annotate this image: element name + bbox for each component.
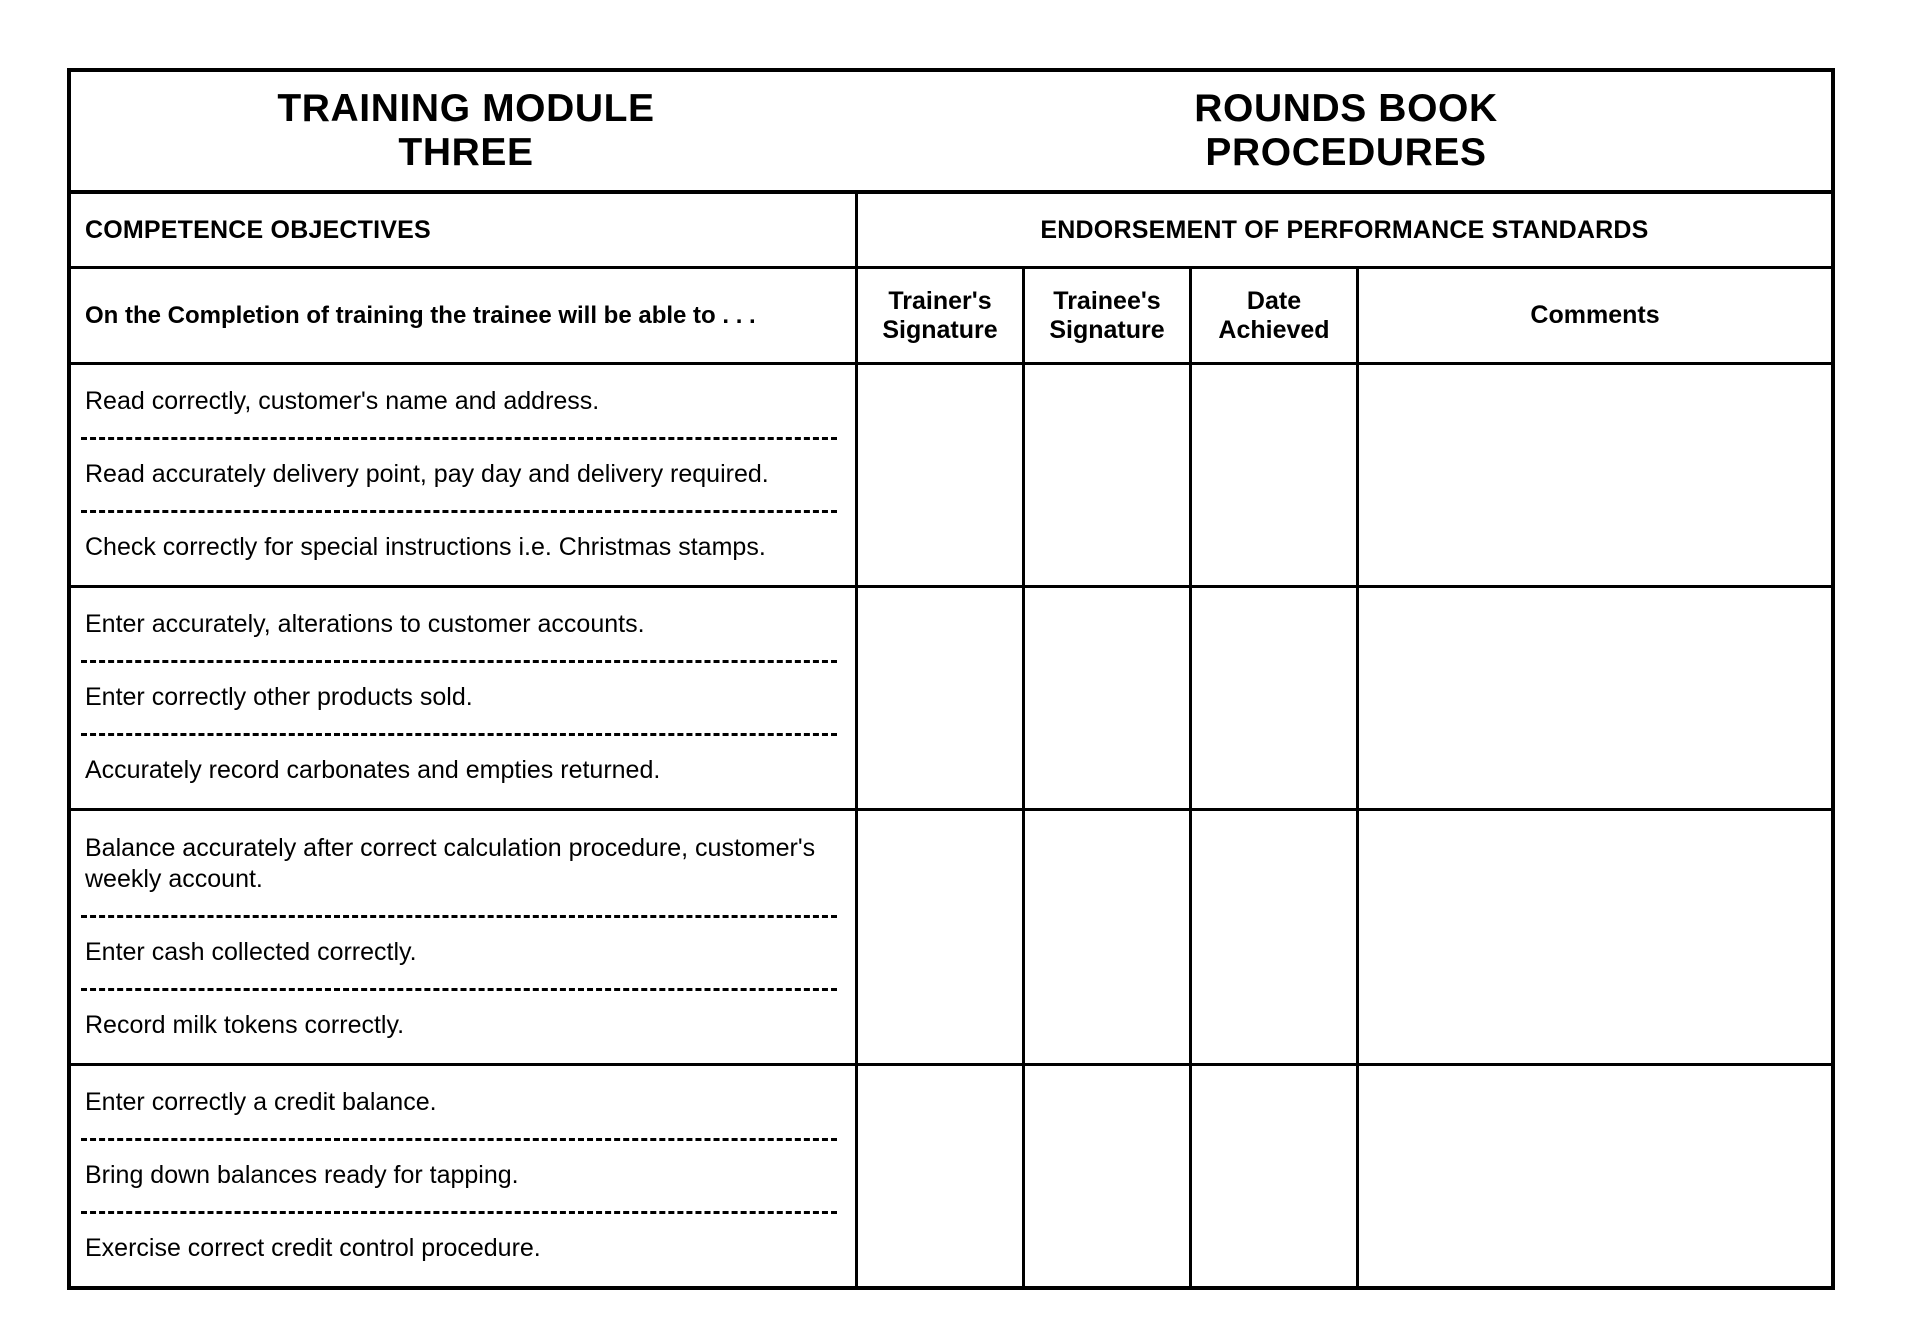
- training-record-table: [67, 68, 1835, 1290]
- endorsement-cells: [858, 1066, 1831, 1286]
- date-achieved-cell[interactable]: [1192, 365, 1359, 585]
- column-header-trainee-signature-line-1: Trainee's: [1053, 286, 1161, 315]
- column-header-date-achieved-line-2: Achieved: [1218, 315, 1330, 344]
- objective-row: [71, 1072, 855, 1134]
- module-title-line-1: TRAINING MODULE: [277, 87, 655, 131]
- date-achieved-cell[interactable]: [1192, 588, 1359, 808]
- column-header-trainer-signature: [858, 269, 1025, 362]
- subject-title-line-2: PROCEDURES: [1205, 131, 1487, 174]
- competence-objectives-header: [71, 194, 858, 266]
- objective-divider: [81, 733, 837, 736]
- objective-list: [71, 811, 858, 1063]
- column-header-trainer-signature-line-2: Signature: [882, 315, 998, 344]
- objective-divider: [81, 437, 837, 440]
- subject-title-line-1: ROUNDS BOOK: [1194, 87, 1498, 131]
- objective-divider: [81, 1138, 837, 1141]
- trainer-signature-cell[interactable]: [858, 811, 1025, 1063]
- endorsement-cells: [858, 588, 1831, 808]
- endorsement-label: ENDORSEMENT OF PERFORMANCE STANDARDS: [1040, 215, 1649, 244]
- objectives-column-header: [71, 269, 858, 362]
- comments-cell[interactable]: [1359, 588, 1831, 808]
- objective-divider: [81, 660, 837, 663]
- module-title: [71, 72, 861, 190]
- column-header-trainee-signature: [1025, 269, 1192, 362]
- comments-cell[interactable]: [1359, 811, 1831, 1063]
- column-header-date-achieved-line-1: Date: [1246, 286, 1302, 315]
- trainee-signature-cell[interactable]: [1025, 811, 1192, 1063]
- objective-text: Accurately record carbonates and empties returned.: [85, 756, 661, 785]
- trainee-signature-cell[interactable]: [1025, 365, 1192, 585]
- column-header-comments: [1359, 269, 1831, 362]
- objective-row: [71, 817, 855, 911]
- objective-text: Enter correctly other products sold.: [85, 683, 473, 712]
- objective-text: Read correctly, customer's name and address.: [85, 387, 600, 416]
- column-header-band: [71, 269, 1831, 365]
- trainer-signature-cell[interactable]: [858, 1066, 1025, 1286]
- objective-row: [71, 1218, 855, 1280]
- objective-text: Bring down balances ready for tapping.: [85, 1161, 519, 1190]
- trainee-signature-cell[interactable]: [1025, 588, 1192, 808]
- subject-title: [861, 72, 1831, 190]
- objective-row: [71, 667, 855, 729]
- endorsement-cells: [858, 811, 1831, 1063]
- section-header-band: [71, 194, 1831, 269]
- objective-row: [71, 922, 855, 984]
- date-achieved-cell[interactable]: [1192, 1066, 1359, 1286]
- endorsement-cells: [858, 365, 1831, 585]
- module-title-line-2: THREE: [398, 131, 534, 174]
- objective-row: [71, 444, 855, 506]
- objective-row: [71, 995, 855, 1057]
- objective-text: Exercise correct credit control procedure.: [85, 1234, 541, 1263]
- objectives-column-header-text: On the Completion of training the trainee will be able to . . .: [85, 301, 756, 329]
- objective-groups: [71, 365, 1831, 1286]
- column-header-comments-line-1: Comments: [1530, 301, 1660, 329]
- objective-list: [71, 365, 858, 585]
- objective-text: Enter accurately, alterations to customer accounts.: [85, 610, 645, 639]
- comments-cell[interactable]: [1359, 365, 1831, 585]
- objective-row: [71, 1145, 855, 1207]
- objective-row: [71, 517, 855, 579]
- column-header-trainer-signature-line-1: Trainer's: [888, 286, 992, 315]
- date-achieved-cell[interactable]: [1192, 811, 1359, 1063]
- trainer-signature-cell[interactable]: [858, 365, 1025, 585]
- competence-objectives-label: COMPETENCE OBJECTIVES: [85, 215, 431, 244]
- endorsement-header: [858, 194, 1831, 266]
- comments-cell[interactable]: [1359, 1066, 1831, 1286]
- objective-text: Check correctly for special instructions i.e. Christmas stamps.: [85, 533, 766, 562]
- objective-group: [71, 365, 1831, 588]
- objective-list: [71, 588, 858, 808]
- objective-group: [71, 1066, 1831, 1286]
- objective-text: Read accurately delivery point, pay day and delivery required.: [85, 460, 769, 489]
- trainee-signature-cell[interactable]: [1025, 1066, 1192, 1286]
- column-header-trainee-signature-line-2: Signature: [1049, 315, 1165, 344]
- objective-list: [71, 1066, 858, 1286]
- objective-divider: [81, 988, 837, 991]
- objective-text: Enter correctly a credit balance.: [85, 1088, 437, 1117]
- objective-divider: [81, 915, 837, 918]
- trainer-signature-cell[interactable]: [858, 588, 1025, 808]
- objective-row: [71, 594, 855, 656]
- objective-text: Enter cash collected correctly.: [85, 938, 417, 967]
- objective-group: [71, 588, 1831, 811]
- objective-text: Record milk tokens correctly.: [85, 1011, 405, 1040]
- column-header-date-achieved: [1192, 269, 1359, 362]
- title-band: [71, 72, 1831, 194]
- objective-divider: [81, 1211, 837, 1214]
- objective-divider: [81, 510, 837, 513]
- objective-group: [71, 811, 1831, 1066]
- objective-row: [71, 740, 855, 802]
- objective-row: [71, 371, 855, 433]
- objective-text: Balance accurately after correct calculation procedure, customer's weekly account.: [85, 833, 816, 894]
